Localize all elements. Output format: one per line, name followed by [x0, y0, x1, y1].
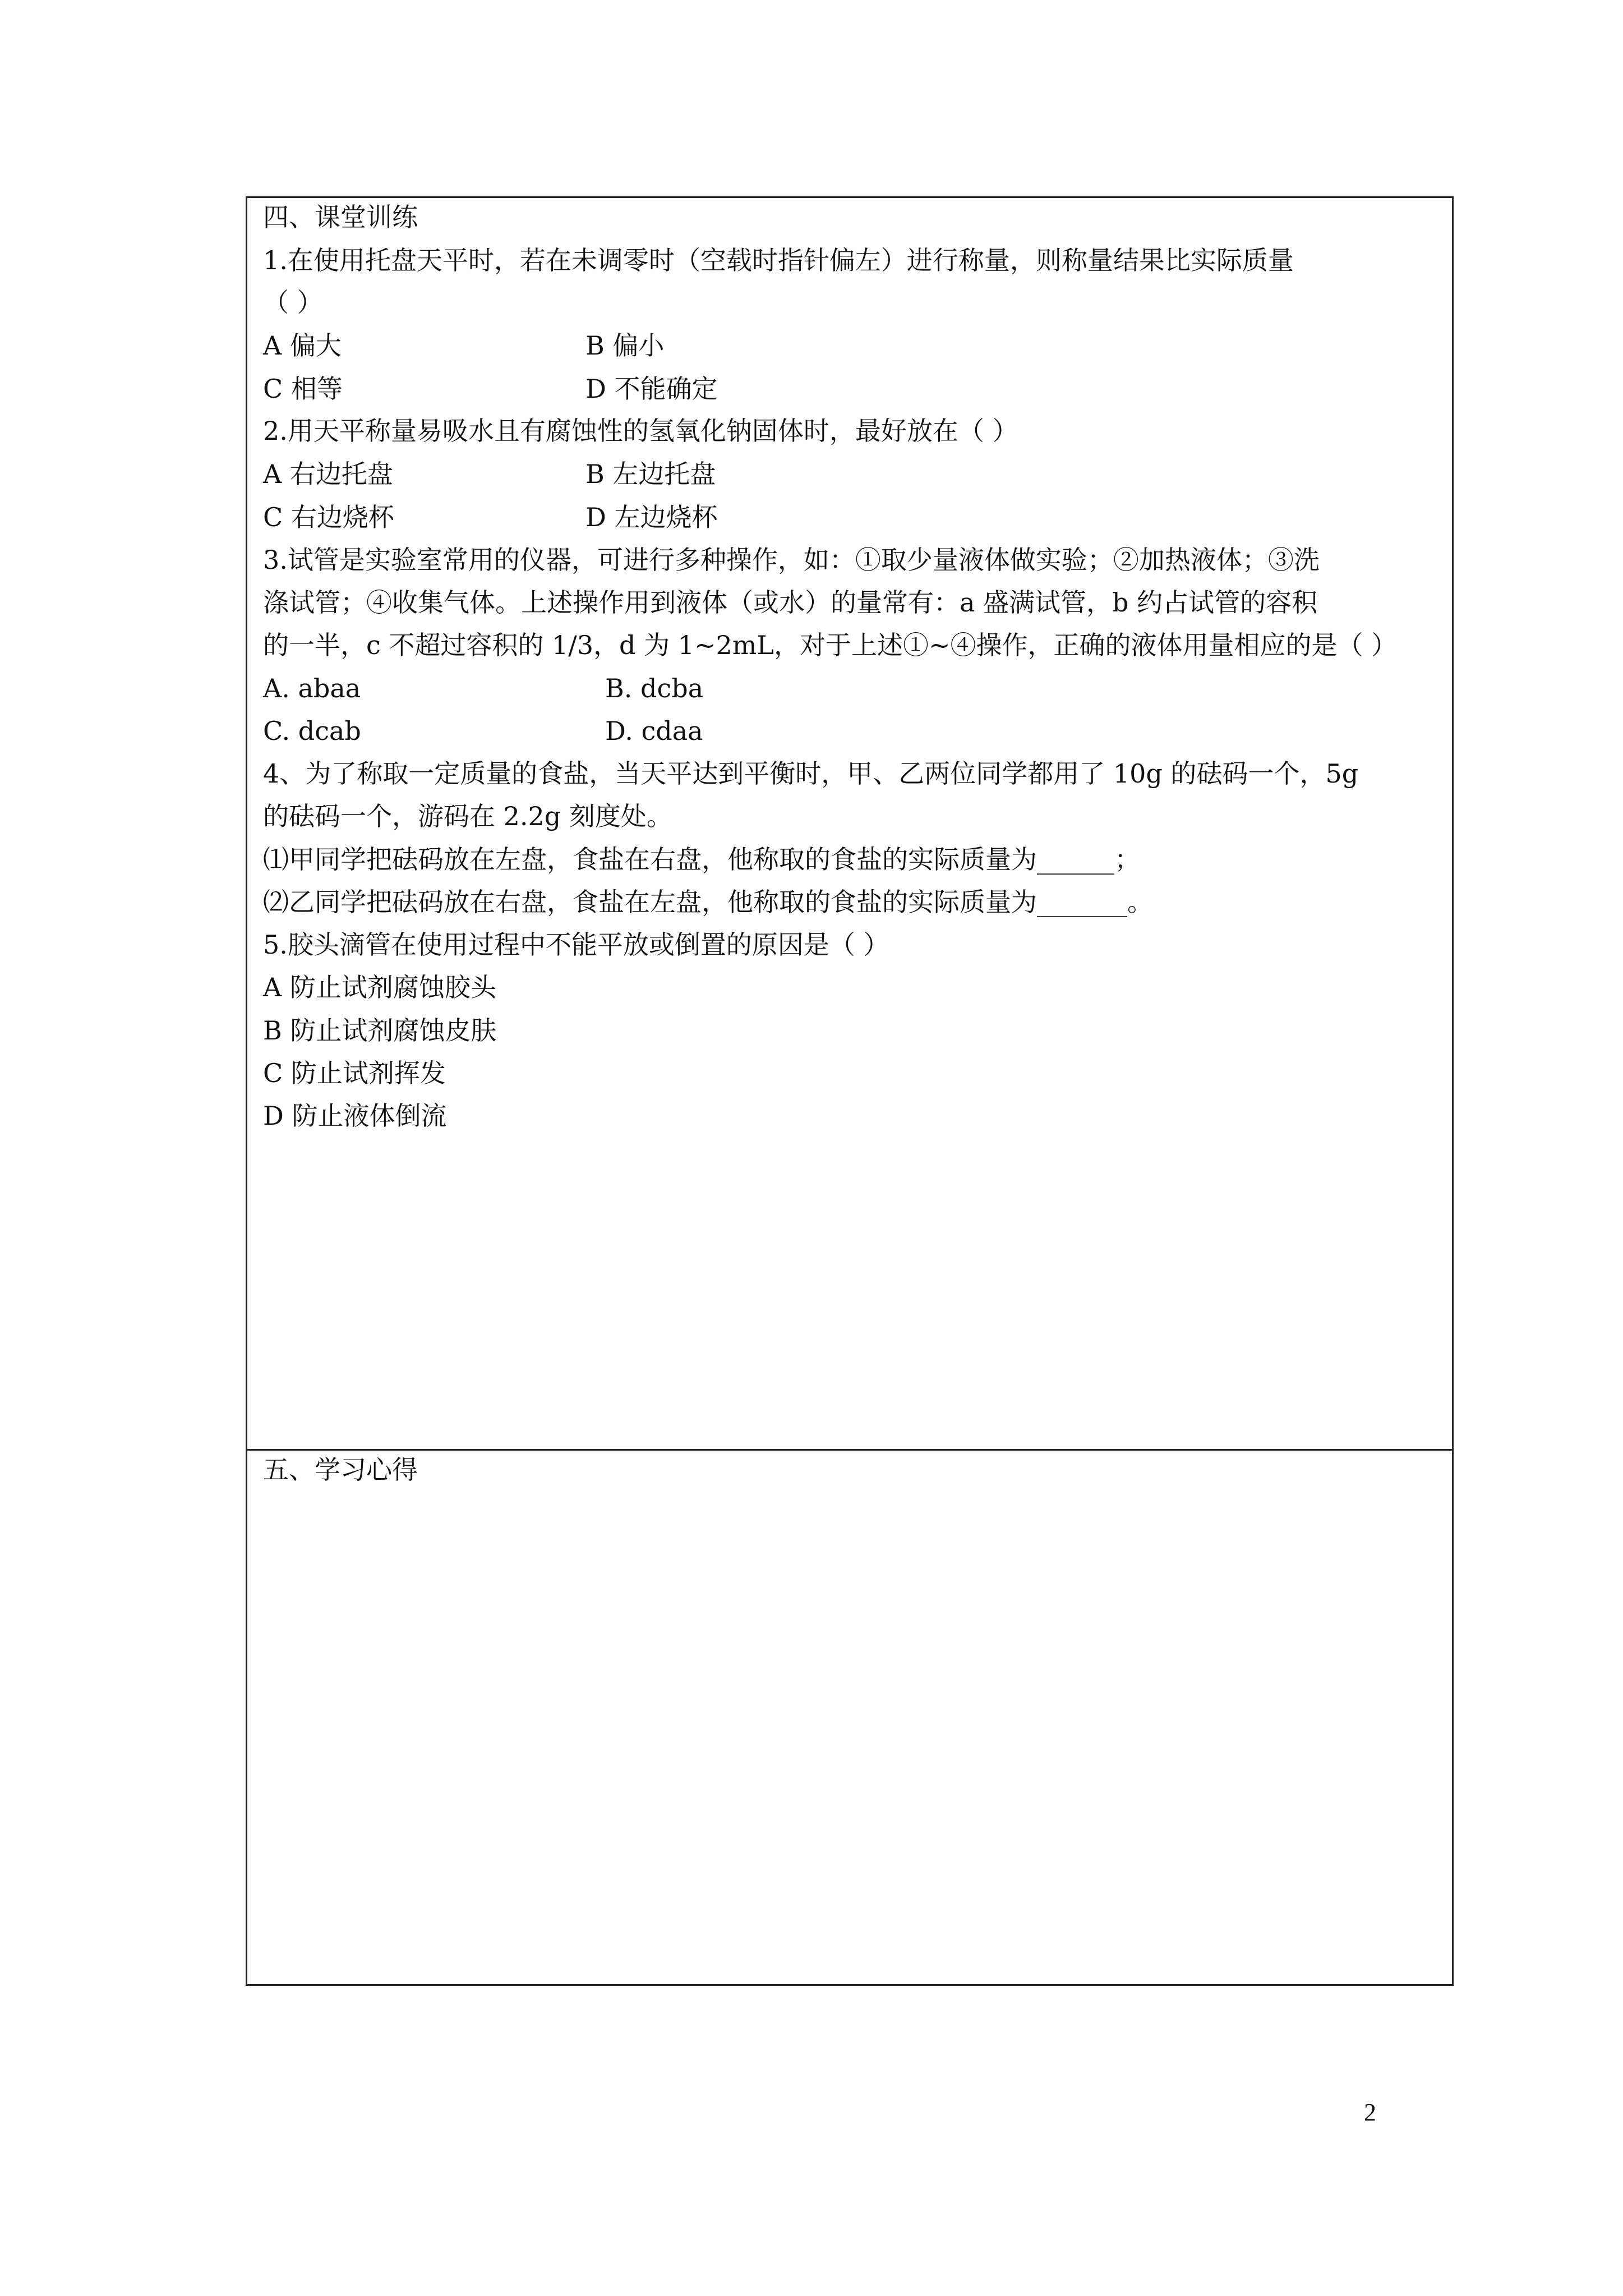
question-2-option-c: C 右边烧杯 [263, 502, 394, 532]
question-5-stem: 5.胶头滴管在使用过程中不能平放或倒置的原因是（ ） [263, 930, 889, 960]
worksheet-table [246, 196, 1454, 1986]
section-five-cell [247, 1451, 1452, 1984]
question-5-option-d: D 防止液体倒流 [263, 1101, 447, 1131]
question-4-stem-line-1: 4、为了称取一定质量的食盐，当天平达到平衡时，甲、乙两位同学都用了 10g 的砝码一个，5g [263, 758, 1359, 789]
question-5-option-a: A 防止试剂腐蚀胶头 [263, 972, 496, 1002]
page-number: 2 [1364, 2099, 1376, 2126]
section-five-title: 五、学习心得 [263, 1455, 418, 1485]
section-four-cell [247, 198, 1452, 1451]
question-5-option-b: B 防止试剂腐蚀皮肤 [263, 1015, 497, 1046]
question-3-option-b: B. dcba [605, 673, 704, 703]
question-4-stem-line-2: 的砝码一个，游码在 2.2g 刻度处。 [263, 801, 672, 831]
question-3-stem-line-1: 3.试管是实验室常用的仪器，可进行多种操作，如：①取少量液体做实验；②加热液体；③洗 [263, 545, 1320, 575]
question-1-option-a: A 偏大 [263, 330, 342, 361]
question-2-option-b: B 左边托盘 [585, 459, 716, 489]
section-four-title: 四、课堂训练 [263, 202, 418, 232]
question-1-paren: （ ） [263, 287, 323, 318]
question-2-stem: 2.用天平称量易吸水且有腐蚀性的氢氧化钠固体时，最好放在（ ） [263, 416, 1018, 446]
question-3-stem-line-3: 的一半，c 不超过容积的 1/3，d 为 1~2mL，对于上述①~④操作，正确的液体用量相应的是（ ） [263, 630, 1398, 660]
question-3-option-c: C. dcab [263, 716, 361, 746]
question-4-part-2: ⑵乙同学把砝码放在右盘，食盐在左盘，他称取的食盐的实际质量为_______。 [263, 887, 1153, 917]
question-1-stem: 1.在使用托盘天平时，若在未调零时（空载时指针偏左）进行称量，则称量结果比实际质量 [263, 245, 1294, 275]
question-5-option-c: C 防止试剂挥发 [263, 1058, 446, 1088]
question-3-option-d: D. cdaa [605, 716, 703, 746]
question-2-option-d: D 左边烧杯 [585, 502, 718, 532]
question-2-option-a: A 右边托盘 [263, 459, 393, 489]
question-1-option-b: B 偏小 [585, 330, 665, 361]
question-3-stem-line-2: 涤试管；④收集气体。上述操作用到液体（或水）的量常有：a 盛满试管，b 约占试管的容积 [263, 587, 1318, 618]
question-1-option-c: C 相等 [263, 374, 343, 404]
question-3-option-a: A. abaa [263, 673, 361, 703]
question-4-part-1: ⑴甲同学把砝码放在左盘，食盐在右盘，他称取的食盐的实际质量为______； [263, 844, 1140, 875]
question-1-option-d: D 不能确定 [585, 374, 718, 404]
